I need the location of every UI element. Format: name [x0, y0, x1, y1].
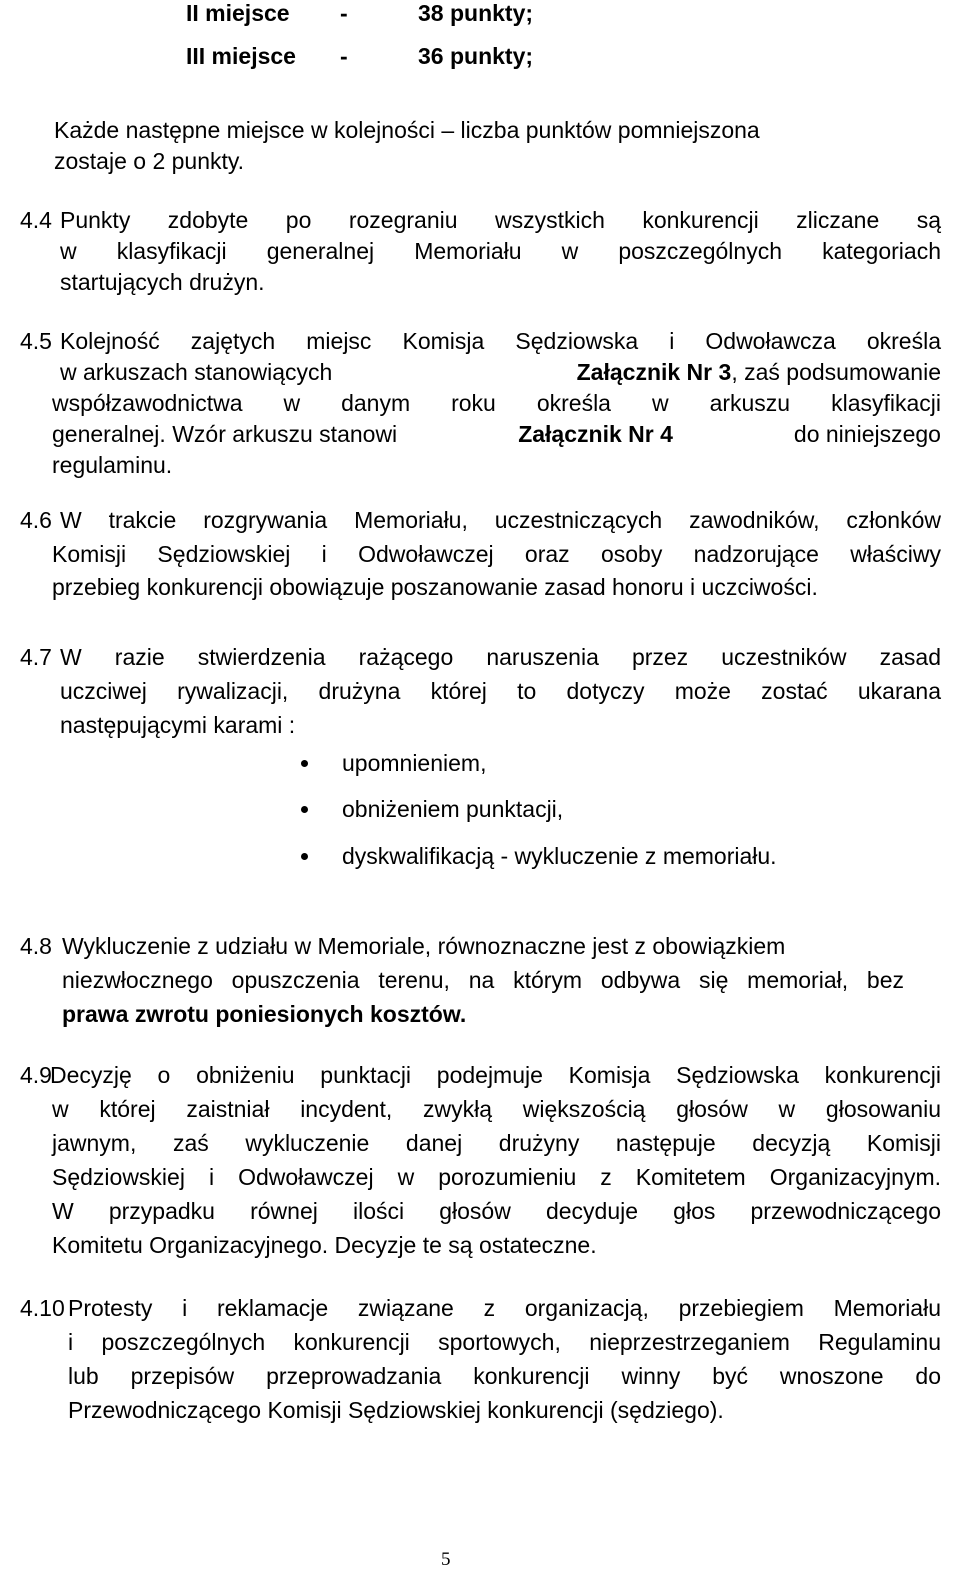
- section-4-5-line-4: [52, 423, 941, 446]
- intro-line-1: [54, 119, 941, 142]
- section-4-9-line-6: Komitetu Organizacyjnego. Decyzje te są ostateczne.: [52, 1232, 597, 1258]
- section-number-4-10: 4.10: [20, 1295, 65, 1321]
- penalty-item-2: obniżeniem punktacji,: [342, 796, 564, 822]
- section-4-9-line-5: W przypadku równej ilości głosów decyduje głos przewodniczącego: [52, 1198, 941, 1224]
- section-4-5-line-2-text-a: w arkuszach stanowiących: [60, 359, 333, 385]
- section-4-5-line-4-text-a: generalnej. Wzór arkuszu stanowi: [52, 421, 398, 447]
- section-4-5-line-5: regulaminu.: [52, 452, 173, 478]
- section-4-9-line-3: jawnym, zaś wykluczenie danej drużyny następuje decyzją Komisji: [52, 1130, 941, 1156]
- ranking-points-2: 38 punkty;: [418, 0, 534, 26]
- section-4-8-line-2: niezwłocznego opuszczenia terenu, na którym odbywa się memoriał, bez: [62, 967, 904, 993]
- section-4-9-line-1: Decyzję o obniżeniu punktacji podejmuje Komisja Sędziowska konkurencji: [50, 1062, 941, 1088]
- section-number-4-5: 4.5: [20, 328, 52, 354]
- section-4-7-line-3: następującymi karami :: [60, 712, 296, 738]
- section-number-4-8: 4.8: [20, 933, 52, 959]
- section-4-7-line-2: uczciwej rywalizacji, drużyna której to dotyczy może zostać ukarana: [60, 678, 941, 704]
- attachment-ref-3: Załącznik Nr 3: [576, 359, 732, 385]
- ranking-points-3: 36 punkty;: [418, 43, 534, 69]
- penalty-item-3: dyskwalifikacją - wykluczenie z memoriału.: [342, 843, 777, 869]
- ranking-place-3: III miejsce: [186, 43, 296, 69]
- section-4-4-line-2: w klasyfikacji generalnej Memoriału w poszczególnych kategoriach: [60, 238, 941, 264]
- section-4-10-line-4: Przewodniczącego Komisji Sędziowskiej konkurencji (sędziego).: [68, 1397, 724, 1423]
- section-number-4-4: 4.4: [20, 207, 52, 233]
- section-4-10-line-2: i poszczególnych konkurencji sportowych, nieprzestrzeganiem Regulaminu: [68, 1329, 941, 1355]
- section-number-4-6: 4.6: [20, 507, 52, 533]
- attachment-ref-4: Załącznik Nr 4: [518, 421, 673, 447]
- penalty-item-1: upomnieniem,: [342, 750, 487, 776]
- section-4-10-line-3: lub przepisów przeprowadzania konkurencji winny być wnoszone do: [68, 1363, 941, 1389]
- section-4-6-line-1: W trakcie rozgrywania Memoriału, uczestniczących zawodników, członków: [60, 507, 941, 533]
- section-4-4-line-3: startujących drużyn.: [60, 269, 265, 295]
- section-4-9-line-4: Sędziowskiej i Odwoławczej w porozumieniu z Komitetem Organizacyjnym.: [52, 1164, 941, 1190]
- section-4-7-line-1: W razie stwierdzenia rażącego naruszenia przez uczestników zasad: [60, 644, 941, 670]
- ranking-place-2: II miejsce: [186, 0, 290, 26]
- section-4-5-line-3: współzawodnictwa w danym roku określa w arkuszu klasyfikacji: [52, 390, 941, 416]
- intro-line-2: zostaje o 2 punkty.: [54, 148, 245, 174]
- bullet-icon: [301, 806, 308, 813]
- section-4-5-line-1: Kolejność zajętych miejsc Komisja Sędziowska i Odwoławcza określa: [60, 328, 941, 354]
- ranking-dash-2: -: [340, 0, 348, 26]
- page-number: 5: [441, 1549, 451, 1570]
- section-4-5-line-2-text-c: , zaś podsumowanie: [731, 359, 941, 385]
- section-4-5-line-2: [60, 361, 941, 384]
- section-4-4-line-1: Punkty zdobyte po rozegraniu wszystkich konkurencji zliczane są: [60, 207, 941, 233]
- section-4-5-line-4-text-c: do niniejszego: [793, 421, 941, 447]
- section-4-5-line-2-rest: [577, 361, 941, 384]
- section-4-6-line-2: Komisji Sędziowskiej i Odwoławczej oraz osoby nadzorujące właściwy: [52, 541, 941, 567]
- ranking-dash-3: -: [340, 43, 348, 69]
- section-4-6-line-3: przebieg konkurencji obowiązuje poszanowanie zasad honoru i uczciwości.: [52, 574, 818, 600]
- section-number-4-7: 4.7: [20, 644, 52, 670]
- section-4-8-line-3: prawa zwrotu poniesionych kosztów.: [62, 1001, 467, 1027]
- section-4-9-line-2: w której zaistniał incydent, zwykłą większością głosów w głosowaniu: [52, 1096, 941, 1122]
- intro-text-1: Każde następne miejsce w kolejności – liczba punktów pomniejszona: [54, 117, 760, 143]
- bullet-icon: [301, 853, 308, 860]
- section-4-10-line-1: Protesty i reklamacje związane z organizacją, przebiegiem Memoriału: [68, 1295, 941, 1321]
- bullet-icon: [301, 760, 308, 767]
- section-4-8-line-1: Wykluczenie z udziału w Memoriale, równoznaczne jest z obowiązkiem: [62, 933, 786, 959]
- section-number-4-9: 4.9: [20, 1062, 52, 1088]
